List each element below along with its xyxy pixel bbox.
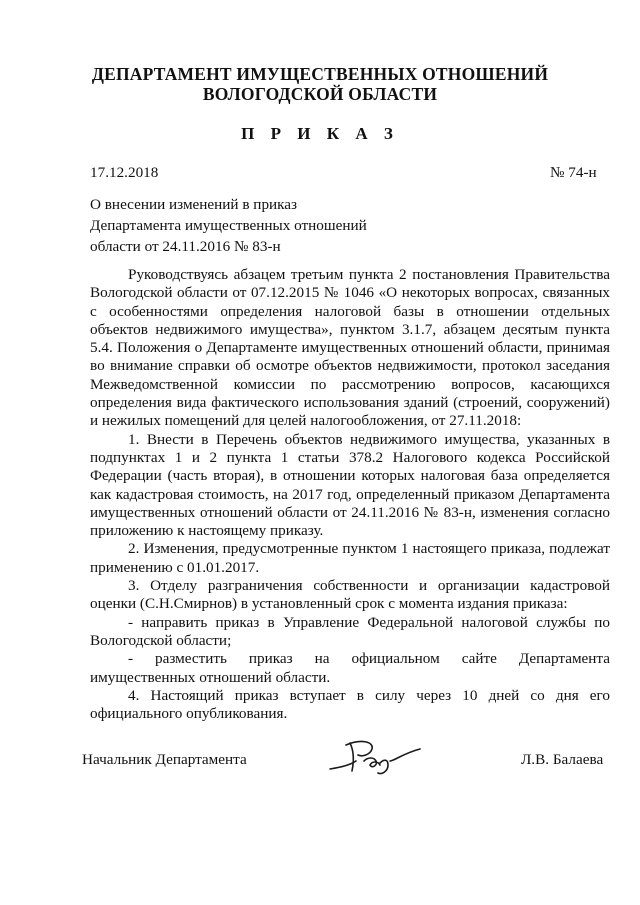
order-number: № 74-н — [550, 164, 597, 181]
document-type-title: П Р И К А З — [241, 124, 399, 143]
clause-3-item-1: - направить приказ в Управление Федеральной налоговой службы по Вологодской области; — [90, 613, 610, 649]
clause-4: 4. Настоящий приказ вступает в силу через 10 дней со дня его официального опубликования. — [90, 686, 610, 723]
clause-1: 1. Внести в Перечень объектов недвижимого имущества, указанных в подпунктах 1 и 2 пункта 1 статьи 378.2 Налогового кодекса Российской Федерации (часть вторая), в отношении которых налоговая база определяется как кадастровая стоимость, на 2017 год, определенный приказом Департамента имущественных отношений области от 24.11.2016 № 83-н, изменения согласно приложению к настоящему приказу. — [90, 430, 610, 540]
handwritten-signature — [320, 731, 440, 781]
signatory-name: Л.В. Балаева — [521, 751, 604, 768]
subject-line: области от 24.11.2016 № 83-н — [90, 238, 281, 255]
department-name-line1: ДЕПАРТАМЕНТ ИМУЩЕСТВЕННЫХ ОТНОШЕНИЙ — [91, 64, 549, 84]
order-subject — [90, 194, 367, 257]
clause-3-item-2: - разместить приказ на официальном сайте Департамента имущественных отношений области. — [90, 650, 610, 686]
department-name-line2: ВОЛОГОДСКОЙ ОБЛАСТИ — [202, 84, 438, 104]
subject-line: О внесении изменений в приказ — [90, 196, 298, 213]
preamble-paragraph: Руководствуясь абзацем третьим пункта 2 постановления Правительства Вологодской области от 07.12.2015 № 1046 «О некоторых вопросах, связанных с особенностями определения налоговой базы в отношении отдельных объектов недвижимого имущества», пунктом 3.1.7, абзацем десятым пункта 5.4. Положения о Департаменте имущественных отношений области, принимая во внимание справки об осмотре объектов недвижимости, протокол заседания Межведомственной комиссии по рассмотрению вопросов, касающихся определения вида фактического использования зданий (строений, сооружений) и нежилых помещений для целей налогообложения, от 27.11.2018: — [90, 266, 610, 430]
subject-line: Департамента имущественных отношений — [90, 217, 367, 234]
clause-3: 3. Отделу разграничения собственности и организации кадастровой оценки (С.Н.Смирнов) в установленный срок с момента издания приказа: — [90, 577, 610, 613]
clause-2: 2. Изменения, предусмотренные пунктом 1 настоящего приказа, подлежат применению с 01.01.2017. — [90, 540, 610, 576]
signatory-position: Начальник Департамента — [82, 751, 247, 768]
order-body — [90, 266, 610, 723]
order-date: 17.12.2018 — [90, 164, 159, 181]
